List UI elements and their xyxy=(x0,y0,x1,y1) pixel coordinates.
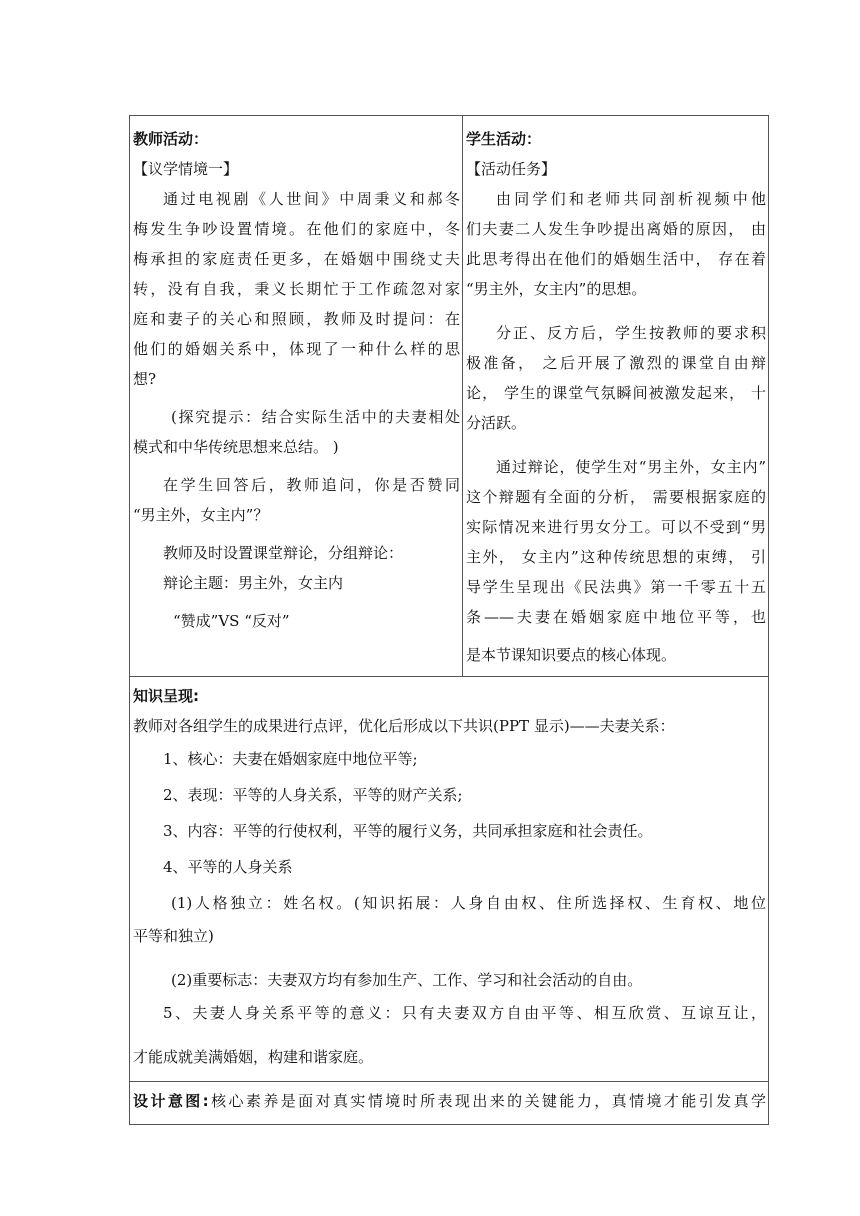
debate-topic: 辩论主题：男主外，女主内 xyxy=(163,574,344,592)
knowledge-item: 5、夫妻人身关系平等的意义：只有夫妻双方自由平等、相互欣赏、互谅互让， xyxy=(163,1004,766,1022)
student-paragraph-line: “男主外，女主内”的思想。 xyxy=(466,280,647,298)
hint-line: (探究提示：结合实际生活中的夫妻相处 xyxy=(171,408,460,426)
knowledge-subitem: 平等和独立) xyxy=(133,927,214,945)
knowledge-heading: 知识呈现: xyxy=(133,687,199,705)
lesson-plan-table xyxy=(129,115,769,1125)
student-paragraph-line: 极准备， 之后开展了激烈的课堂自由辩 xyxy=(466,354,766,372)
teacher-activity-cell xyxy=(130,116,463,677)
teacher-paragraph-line: 转，没有自我，秉义长期忙于工作疏忽对家 xyxy=(133,280,460,298)
teacher-paragraph-line: 梅发生争吵设置情境。在他们的家庭中，冬 xyxy=(133,220,460,238)
student-paragraph-line: 主外， 女主内”这种传统思想的束缚， 引 xyxy=(466,548,766,566)
knowledge-row xyxy=(130,677,769,1082)
student-paragraph-line: 导学生呈现出《民法典》第一千零五十五 xyxy=(466,578,766,596)
knowledge-item: 3、内容：平等的行使权利，平等的履行义务，共同承担家庭和社会责任。 xyxy=(163,822,653,840)
knowledge-item: 1、核心：夫妻在婚姻家庭中地位平等; xyxy=(163,750,418,768)
hint-line: 模式和中华传统思想来总结。 ) xyxy=(133,438,339,456)
knowledge-cell xyxy=(130,677,769,1082)
teacher-paragraph-line: 想? xyxy=(133,370,157,388)
student-paragraph-line: 由同学们和老师共同剖析视频中他 xyxy=(496,190,766,208)
design-heading: 设计意图: xyxy=(133,1092,209,1110)
student-paragraph-line: 分正、反方后，学生按教师的要求积 xyxy=(496,324,766,342)
knowledge-intro: 教师对各组学生的成果进行点评，优化后形成以下共识(PPT 显示)——夫妻关系： xyxy=(133,717,675,735)
student-paragraph-line: 条——夫妻在婚姻家庭中地位平等，也 xyxy=(466,608,766,626)
situation-title: 【议学情境一】 xyxy=(133,160,239,178)
activity-row xyxy=(130,116,769,677)
teacher-paragraph-line: 梅承担的家庭责任更多，在婚姻中围绕丈夫 xyxy=(133,250,460,268)
knowledge-subitem: (2)重要标志：夫妻双方均有参加生产、工作、学习和社会活动的自由。 xyxy=(171,971,643,989)
knowledge-subitem: (1)人格独立：姓名权。(知识拓展：人身自由权、住所选择权、生育权、地位 xyxy=(171,894,766,912)
task-title: 【活动任务】 xyxy=(466,160,557,178)
student-paragraph-line: 们夫妻二人发生争吵提出离婚的原因， 由 xyxy=(466,220,766,238)
design-intent-line xyxy=(133,1088,766,1114)
teacher-activity-heading: 教师活动： xyxy=(133,130,209,148)
teacher-paragraph-line: 庭和妻子的关心和照顾，教师及时提问：在 xyxy=(133,310,460,328)
student-paragraph-line: 分活跃。 xyxy=(466,414,527,432)
followup-line: 在学生回答后，教师追问，你是否赞同 xyxy=(163,476,460,494)
student-activity-heading: 学生活动： xyxy=(466,130,542,148)
design-row xyxy=(130,1082,769,1125)
student-paragraph-line: 论， 学生的课堂气氛瞬间被激发起来， 十 xyxy=(466,384,766,402)
debate-setup: 教师及时设置课堂辩论，分组辩论： xyxy=(163,544,404,562)
design-text: 核心素养是面对真实情境时所表现出来的关键能力，真情境才能引发真学 xyxy=(208,1092,766,1110)
student-activity-cell xyxy=(463,116,769,677)
knowledge-item: 才能成就美满婚姻，构建和谐家庭。 xyxy=(133,1048,374,1066)
student-paragraph-line: 实际情况来进行男女分工。可以不受到“男 xyxy=(466,518,766,536)
teacher-paragraph-line: 通过电视剧《人世间》中周秉义和郝冬 xyxy=(163,190,460,208)
debate-sides: “赞成”VS “反对” xyxy=(173,612,290,630)
student-paragraph-line: 此思考得出在他们的婚姻生活中， 存在着 xyxy=(466,250,766,268)
followup-line: “男主外，女主内”？ xyxy=(133,506,269,524)
student-paragraph-line: 是本节课知识要点的核心体现。 xyxy=(466,646,677,664)
knowledge-item: 4、平等的人身关系 xyxy=(163,858,293,876)
knowledge-item: 2、表现：平等的人身关系，平等的财产关系; xyxy=(163,786,463,804)
student-paragraph-line: 这个辩题有全面的分析， 需要根据家庭的 xyxy=(466,488,766,506)
student-paragraph-line: 通过辩论，使学生对“男主外，女主内” xyxy=(496,458,766,476)
design-cell xyxy=(130,1082,769,1125)
teacher-paragraph-line: 他们的婚姻关系中，体现了一种什么样的思 xyxy=(133,340,460,358)
